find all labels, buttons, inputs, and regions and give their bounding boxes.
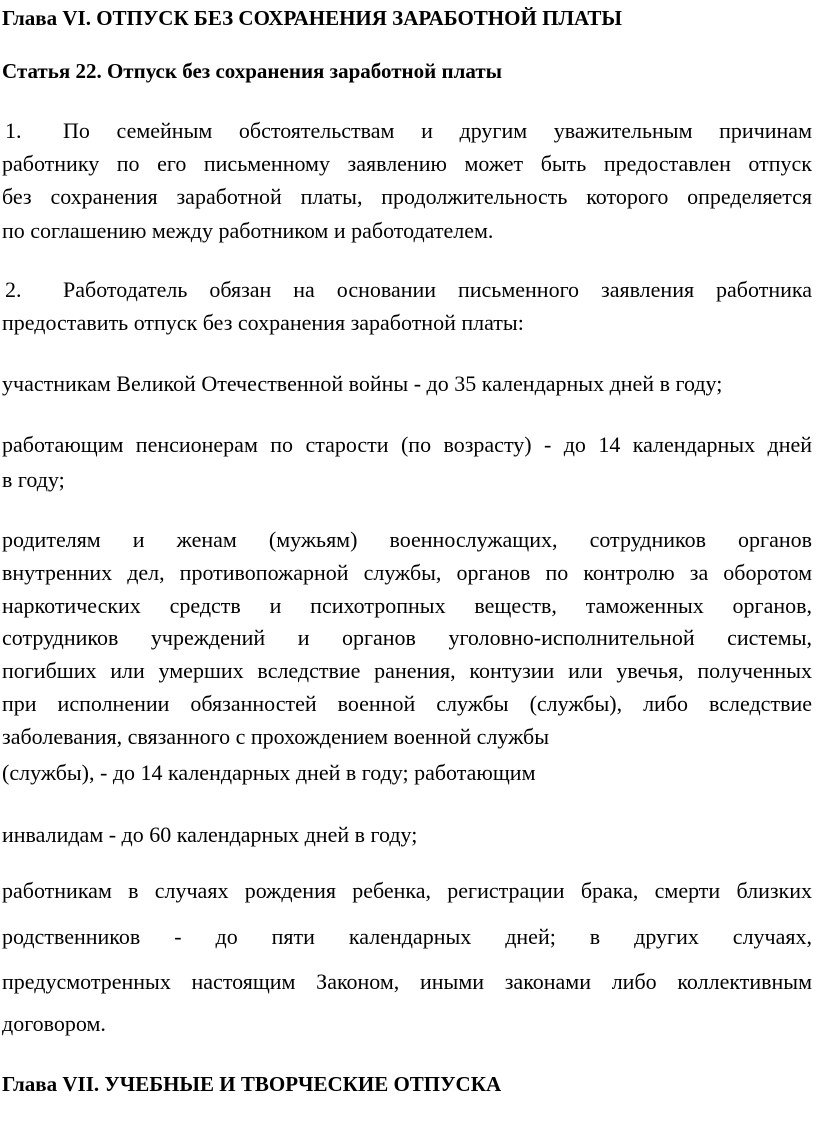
item-disabled-line: инвалидам - до 60 календарных дней в году; <box>2 822 418 847</box>
item-families-line: при исполнении обязанностей военной службы (службы), либо вследствие <box>2 691 812 716</box>
paragraph-1-line: без сохранения заработной платы, продолжительность которого определяется <box>2 184 812 209</box>
paragraph-text: По семейным обстоятельствам и другим уважительным причинам <box>63 118 812 143</box>
paragraph-number: 2. <box>5 277 22 302</box>
paragraph-2-line: предоставить отпуск без сохранения заработной платы: <box>2 310 524 335</box>
item-pensioners-line: в году; <box>2 467 65 492</box>
chapter-6-title: Глава VI. ОТПУСК БЕЗ СОХРАНЕНИЯ ЗАРАБОТНОЙ ПЛАТЫ <box>2 6 622 30</box>
article-22-title: Статья 22. Отпуск без сохранения заработной платы <box>2 59 503 83</box>
item-families-line: наркотических средств и психотропных веществ, таможенных органов, <box>2 593 812 618</box>
item-events-line: родственников - до пяти календарных дней; в других случаях, <box>2 924 812 949</box>
item-families-line: (службы), - до 14 календарных дней в году; работающим <box>2 760 536 785</box>
item-veterans-line: участникам Великой Отечественной войны - до 35 календарных дней в году; <box>2 371 723 396</box>
paragraph-1-line <box>2 117 812 145</box>
paragraph-2-line <box>2 276 812 304</box>
item-families-line: родителям и женам (мужьям) военнослужащих, сотрудников органов <box>2 527 812 552</box>
item-families-line: сотрудников учреждений и органов уголовно-исполнительной системы, <box>2 625 812 650</box>
paragraph-text: Работодатель обязан на основании письменного заявления работника <box>63 277 812 302</box>
paragraph-number: 1. <box>5 118 22 143</box>
item-families-line: заболевания, связанного с прохождением военной службы <box>2 724 550 749</box>
item-events-line: работникам в случаях рождения ребенка, регистрации брака, смерти близких <box>2 878 812 903</box>
paragraph-1-line: по соглашению между работником и работодателем. <box>2 218 494 243</box>
item-families-line: внутренних дел, противопожарной службы, органов по контролю за оборотом <box>2 560 812 585</box>
item-families-line: погибших или умерших вследствие ранения, контузии или увечья, полученных <box>2 658 812 683</box>
item-events-line: предусмотренных настоящим Законом, иными законами либо коллективным <box>2 969 812 994</box>
paragraph-1-line: работнику по его письменному заявлению может быть предоставлен отпуск <box>2 151 812 176</box>
chapter-7-title: Глава VII. УЧЕБНЫЕ И ТВОРЧЕСКИЕ ОТПУСКА <box>2 1072 502 1096</box>
item-events-line: договором. <box>2 1011 106 1036</box>
item-pensioners-line: работающим пенсионерам по старости (по возрасту) - до 14 календарных дней <box>2 432 812 457</box>
